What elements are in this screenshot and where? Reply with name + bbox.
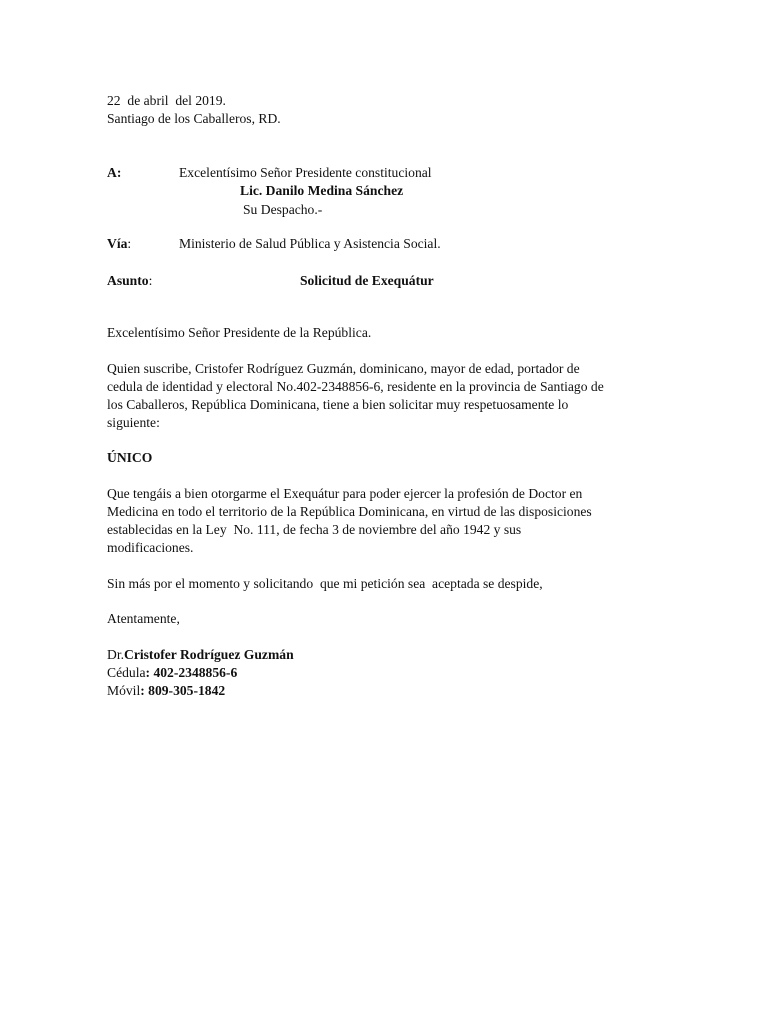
subject-colon: : [148,273,153,288]
via-label: Vía [107,236,128,251]
salutation: Excelentísimo Señor Presidente de la República. [107,325,372,340]
cedula-value: : 402-2348856-6 [145,665,238,680]
closing-line: Sin más por el momento y solicitando que mi petición sea aceptada se despide, [107,576,543,591]
subject-text: Solicitud de Exequátur [300,273,434,288]
body-line: los Caballeros, República Dominicana, tiene a bien solicitar muy respetuosamente lo [107,397,569,412]
body-line: cedula de identidad y electoral No.402-2348856-6, residente en la provincia de Santiago de [107,379,604,394]
recipient-office: Su Despacho.- [243,202,323,217]
cedula-label: Cédula [107,665,146,680]
letter-date: 22 de abril del 2019. [107,93,226,108]
letter-place: Santiago de los Caballeros, RD. [107,111,281,126]
body-line: Medicina en todo el territorio de la República Dominicana, en virtud de las disposiciones [107,504,592,519]
subject-line [107,272,152,290]
signature-prefix: Dr. [107,647,124,662]
movil-value: : 809-305-1842 [140,683,226,698]
signature-name-line [107,646,294,664]
subject-label: Asunto [107,273,149,288]
via-line [107,235,131,253]
recipient-title: Excelentísimo Señor Presidente constitucional [179,165,432,180]
recipient-name: Lic. Danilo Medina Sánchez [240,183,404,198]
body-line: siguiente: [107,415,160,430]
via-text: Ministerio de Salud Pública y Asistencia Social. [179,236,441,251]
body-line: Quien suscribe, Cristofer Rodríguez Guzmán, dominicano, mayor de edad, portador de [107,361,580,376]
signature-name: Cristofer Rodríguez Guzmán [124,647,294,662]
body-line: Que tengáis a bien otorgarme el Exequátur para poder ejercer la profesión de Doctor en [107,486,583,501]
regards: Atentamente, [107,611,180,626]
section-heading-unico: ÚNICO [107,450,153,465]
via-colon: : [127,236,132,251]
signature-cedula-line [107,664,237,682]
movil-label: Móvil [107,683,141,698]
body-line: establecidas en la Ley No. 111, de fecha 3 de noviembre del año 1942 y sus [107,522,522,537]
signature-movil-line [107,682,225,700]
body-line: modificaciones. [107,540,194,555]
recipient-label: A: [107,165,122,180]
